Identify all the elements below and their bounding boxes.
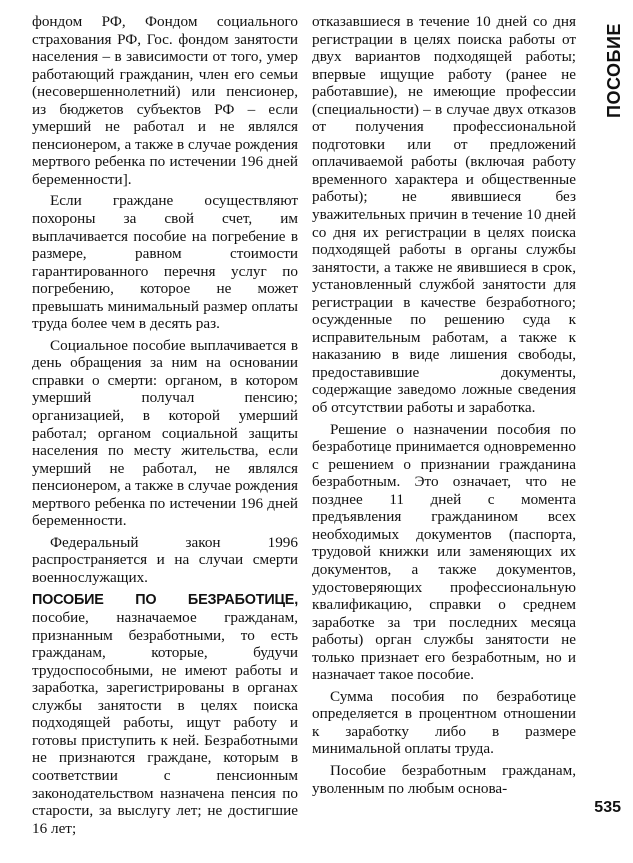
paragraph: отказавшиеся в течение 10 дней со дня регистрации в целях поиска работы от двух вариантов подходящей работы; впервые ищущие работу (ранее не работавшие), не имеющие профессии (специальности) – в случае двух отказов от получения профессиональной подготовки или от предложений оплачиваемой работы (включая работу временного характера и общественные работы); не явившиеся без уважительных причин в течение 10 дней со дня их регистрации в целях поиска подходящей работы в органы службы занятости, а также не явившиеся в срок, установленный службой занятости для регистрации в качестве безработного; осужденные по решению суда к исправительным работам, а также к наказанию в виде лишения свободы, предоставившие документы, содержащие заведомо ложные сведения об отсутствии работы и заработка. bbox=[312, 13, 576, 417]
entry-definition: пособие, назначаемое гражданам, признанным безработными, то есть гражданам, которые, будучи трудоспособными, не имеют работы и заработка, зарегистрированы в органах службы занятости в целях поиска подходящей работы, ищут работу и готовы приступить к ней. Безработными не признаются граждане, которым в соответствии с пенсионным законодательством назначена пенсия по старости, за выслугу лет; не достигшие 16 лет; bbox=[32, 609, 298, 837]
section-title: ПОСОБИЕ bbox=[603, 22, 624, 118]
paragraph: Решение о назначении пособия по безработице принимается одновременно с решением о признании гражданина безработным. Это означает, что не позднее 11 дней с момента предъявления гражданином всех необходимых документов (паспорта, трудовой книжки или заменяющих их документов, а также документов, удостоверяющих профессиональную квалификацию, справки о среднем заработке за три последних месяца работы) орган службы занятости не только признает его безработным, но и назначает такое пособие. bbox=[312, 420, 576, 684]
paragraph: Социальное пособие выплачивается в день обращения за ним на основании справки о смерти: органом, в котором умерший получал пенсию; организацией, в которой умерший работал; органом социальной защиты населения по месту жительства, если умерший не работал, не являлся пенсионером, а также в случае рождения мертвого ребенка по истечении 196 дней беременности. bbox=[32, 336, 298, 530]
page-number: 535 bbox=[594, 799, 621, 816]
entry-term: ПОСОБИЕ ПО БЕЗРАБОТИЦЕ, bbox=[32, 591, 298, 608]
paragraph: Если граждане осуществляют похороны за свой счет, им выплачивается пособие на погребение в размере, равном стоимости гарантированного перечня услуг по погребению, которое не может превышать минимальный размер оплаты труда более чем в десять раз. bbox=[32, 192, 298, 333]
right-column bbox=[312, 13, 576, 797]
left-column bbox=[32, 13, 298, 837]
paragraph: Сумма пособия по безработице определяется в процентном отношении к заработку либо в размере минимальной оплаты труда. bbox=[312, 687, 576, 758]
paragraph: Пособие безработным гражданам, уволенным по любым основа- bbox=[312, 761, 576, 797]
paragraph: Федеральный закон 1996 распространяется и на случаи смерти военнослужащих. bbox=[32, 533, 298, 586]
dictionary-entry bbox=[32, 591, 298, 838]
section-header bbox=[601, 14, 627, 126]
paragraph: фондом РФ, Фондом социального страхования РФ, Гос. фондом занятости населения – в зависимости от того, умер работающий гражданин, член его семьи (несовершеннолетний) или пенсионер, из бюджетов субъектов РФ – если умерший не работал и не являлся пенсионером, а также в случае рождения мертвого ребенка по истечении 196 дней беременности]. bbox=[32, 13, 298, 188]
